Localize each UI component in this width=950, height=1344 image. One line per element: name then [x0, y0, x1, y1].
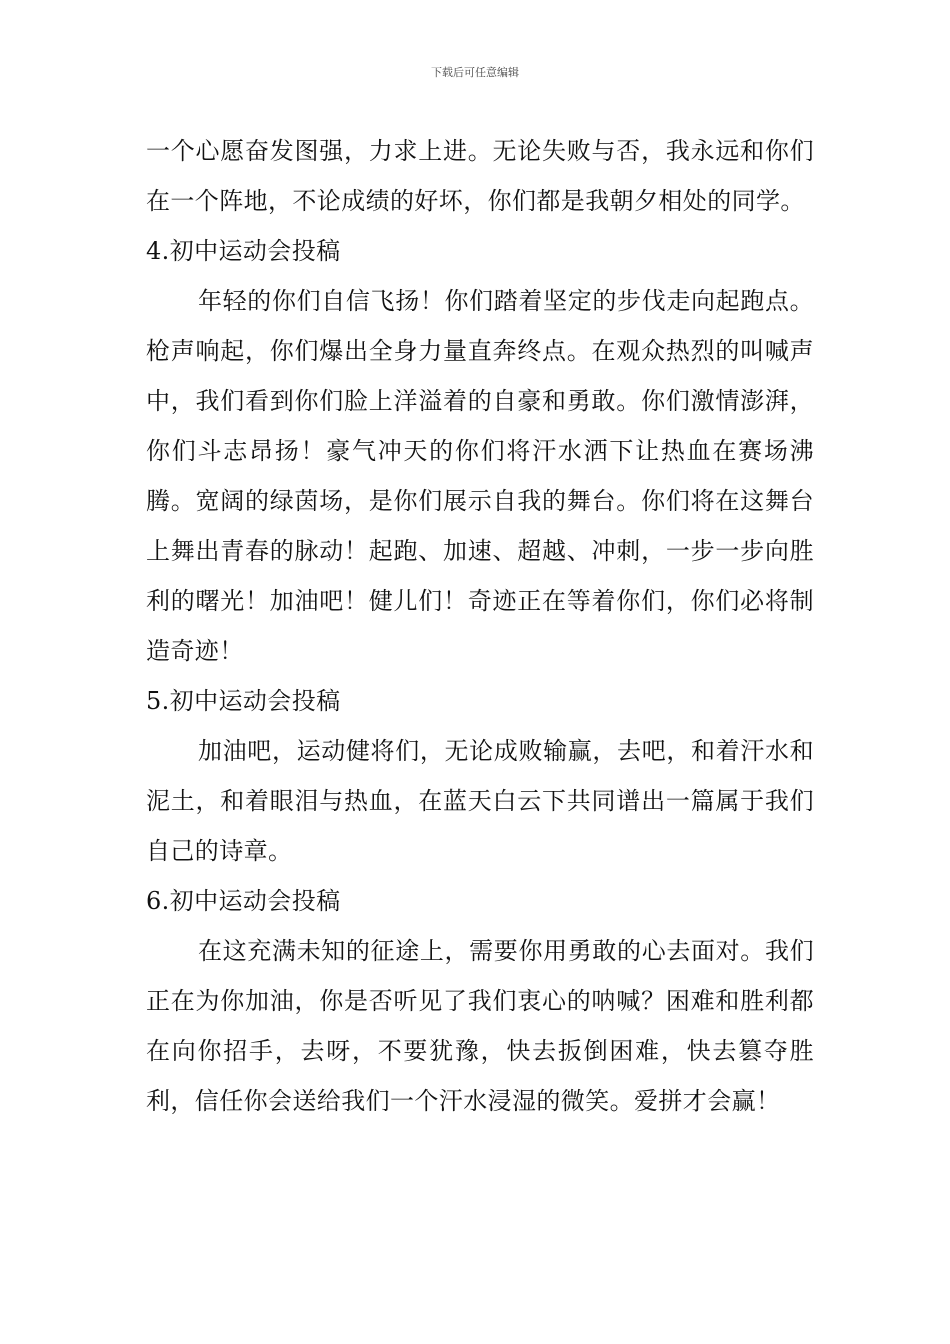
paragraph-continuation: 一个心愿奋发图强，力求上进。无论失败与否，我永远和你们在一个阵地，不论成绩的好坏，你们都是我朝夕相处的同学。 — [146, 137, 814, 215]
page-header: 下载后可任意编辑 — [431, 66, 519, 79]
section-heading-5: 5.初中运动会投稿 — [146, 687, 341, 715]
paragraph-section-6: 在这充满未知的征途上，需要你用勇敢的心去面对。我们正在为你加油，你是否听见了我们衷心的呐喊？困难和胜利都在向你招手，去呀，不要犹豫，快去扳倒困难，快去篡夺胜利，信任你会送给我们一个汗水浸湿的微笑。爱拼才会赢！ — [146, 937, 814, 1115]
document-body — [146, 126, 814, 1126]
paragraph-section-5: 加油吧，运动健将们，无论成败输赢，去吧，和着汗水和泥土，和着眼泪与热血，在蓝天白云下共同谱出一篇属于我们自己的诗章。 — [146, 737, 814, 865]
section-heading-6: 6.初中运动会投稿 — [146, 887, 341, 915]
section-heading-4: 4.初中运动会投稿 — [146, 237, 341, 265]
paragraph-section-4: 年轻的你们自信飞扬！你们踏着坚定的步伐走向起跑点。枪声响起，你们爆出全身力量直奔终点。在观众热烈的叫喊声中，我们看到你们脸上洋溢着的自豪和勇敢。你们激情澎湃，你们斗志昂扬！豪气冲天的你们将汗水洒下让热血在赛场沸腾。宽阔的绿茵场，是你们展示自我的舞台。你们将在这舞台上舞出青春的脉动！起跑、加速、超越、冲刺，一步一步向胜利的曙光！加油吧！健儿们！奇迹正在等着你们，你们必将制造奇迹！ — [146, 287, 814, 665]
